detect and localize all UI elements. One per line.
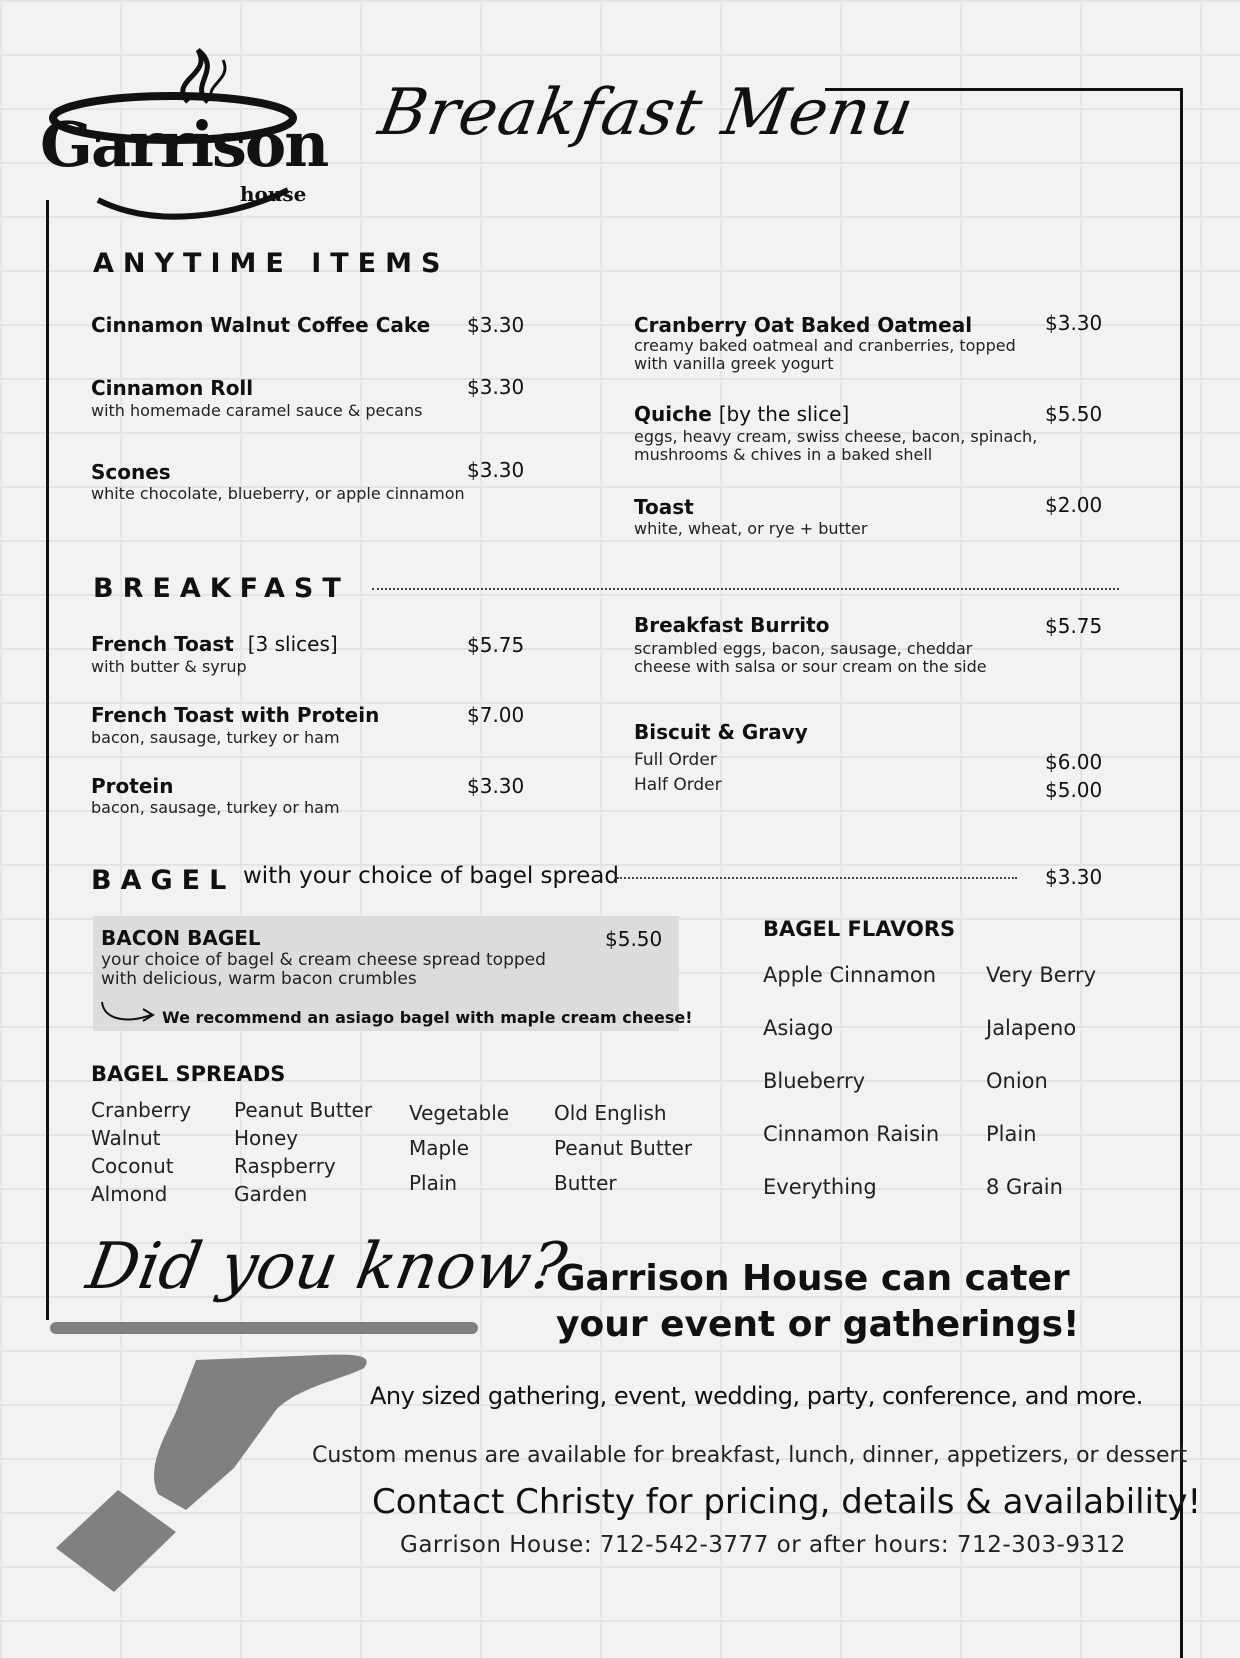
item-name	[91, 632, 338, 656]
item-desc: eggs, heavy cream, swiss cheese, bacon, spinach,	[634, 427, 1038, 446]
item-price: $3.30	[1045, 311, 1103, 335]
frame-line-right	[1180, 88, 1183, 1658]
item-name: Biscuit & Gravy	[634, 720, 808, 744]
item-name: French Toast with Protein	[91, 703, 380, 727]
bagel-price: $3.30	[1045, 865, 1103, 889]
flavor-item: Everything	[763, 1175, 877, 1199]
item-name: Toast	[634, 495, 694, 519]
item-name: Breakfast Burrito	[634, 613, 830, 637]
spread-item: Peanut Butter	[234, 1098, 373, 1122]
bacon-bagel-desc: your choice of bagel & cream cheese spread topped	[101, 950, 546, 970]
item-price: $3.30	[467, 313, 525, 337]
item-desc: bacon, sausage, turkey or ham	[91, 728, 340, 747]
spread-item: Butter	[554, 1171, 617, 1195]
item-desc: white chocolate, blueberry, or apple cinnamon	[91, 484, 465, 503]
flavor-item: Plain	[986, 1122, 1037, 1146]
bacon-bagel-price: $5.50	[605, 927, 663, 951]
frame-line-left	[46, 200, 49, 1320]
spreads-col-1	[91, 1096, 191, 1208]
logo-subtitle: house	[240, 182, 307, 206]
dotted-leader	[617, 877, 1017, 879]
item-price: $3.30	[467, 774, 525, 798]
item-desc: bacon, sausage, turkey or ham	[91, 798, 340, 817]
spread-item: Plain	[409, 1171, 458, 1195]
item-desc: cheese with salsa or sour cream on the side	[634, 657, 987, 676]
bagel-spreads-heading: BAGEL SPREADS	[91, 1062, 286, 1086]
flavor-item: Jalapeno	[986, 1016, 1077, 1040]
item-desc: with homemade caramel sauce & pecans	[91, 401, 423, 420]
catering-subtitle: Any sized gathering, event, wedding, party, conference, and more.	[370, 1382, 1143, 1410]
item-name	[634, 402, 849, 426]
menu-title: Breakfast Menu	[373, 76, 920, 150]
item-name: Protein	[91, 774, 174, 798]
biscuit-half-price: $5.00	[1045, 778, 1103, 802]
bacon-bagel-desc: with delicious, warm bacon crumbles	[101, 969, 417, 989]
biscuit-full-label: Full Order	[634, 750, 717, 770]
spread-item: Almond	[91, 1182, 168, 1206]
flavor-item: Cinnamon Raisin	[763, 1122, 940, 1146]
bagel-recommendation: We recommend an asiago bagel with maple cream cheese!	[162, 1008, 693, 1027]
spreads-col-2	[234, 1096, 372, 1208]
item-name: Scones	[91, 460, 171, 484]
item-price: $5.50	[1045, 402, 1103, 426]
item-desc: scrambled eggs, bacon, sausage, cheddar	[634, 639, 973, 658]
bagel-flavors-heading: BAGEL FLAVORS	[763, 917, 956, 941]
spread-item: Honey	[234, 1126, 299, 1150]
item-name-text: Quiche	[634, 402, 712, 426]
item-desc: with butter & syrup	[91, 657, 247, 676]
flavor-item: 8 Grain	[986, 1175, 1063, 1199]
bagel-subtitle: with your choice of bagel spread	[243, 863, 619, 889]
flavor-item: Apple Cinnamon	[763, 963, 937, 987]
item-price: $3.30	[467, 458, 525, 482]
spreads-col-3	[409, 1096, 509, 1201]
item-desc: white, wheat, or rye + butter	[634, 519, 868, 538]
item-price: $2.00	[1045, 493, 1103, 517]
biscuit-full-price: $6.00	[1045, 750, 1103, 774]
item-price: $7.00	[467, 703, 525, 727]
logo-wordmark: Garrison	[40, 108, 328, 181]
catering-phone: Garrison House: 712-542-3777 or after hours: 712-303-9312	[400, 1532, 1126, 1558]
flavor-item: Very Berry	[986, 963, 1097, 987]
flavor-item: Onion	[986, 1069, 1048, 1093]
spread-item: Raspberry	[234, 1154, 336, 1178]
dotted-leader	[372, 588, 1119, 590]
item-name: Cranberry Oat Baked Oatmeal	[634, 313, 973, 337]
biscuit-half-label: Half Order	[634, 775, 722, 795]
flavor-item: Asiago	[763, 1016, 834, 1040]
spread-item: Walnut	[91, 1126, 161, 1150]
section-title-bagel: BAGEL	[91, 865, 236, 896]
spread-item: Vegetable	[409, 1101, 510, 1125]
catering-title-line: your event or gatherings!	[556, 1304, 1080, 1345]
spread-item: Maple	[409, 1136, 470, 1160]
catering-custom-menus: Custom menus are available for breakfast, lunch, dinner, appetizers, or dessert	[312, 1443, 1188, 1468]
section-title-anytime: ANYTIME ITEMS	[93, 248, 450, 279]
item-desc: with vanilla greek yogurt	[634, 354, 834, 373]
item-name: Cinnamon Walnut Coffee Cake	[91, 313, 431, 337]
catering-contact: Contact Christy for pricing, details & availability!	[372, 1482, 1202, 1522]
item-desc: creamy baked oatmeal and cranberries, topped	[634, 336, 1016, 355]
spread-item: Old English	[554, 1101, 667, 1125]
flavor-item: Blueberry	[763, 1069, 866, 1093]
catering-title	[556, 1256, 1079, 1348]
spreads-col-4	[554, 1096, 692, 1201]
section-title-breakfast: BREAKFAST	[93, 573, 350, 604]
spread-item: Cranberry	[91, 1098, 192, 1122]
bacon-bagel-name: BACON BAGEL	[101, 926, 261, 950]
spread-item: Coconut	[91, 1154, 174, 1178]
did-you-know-heading: Did you know?	[81, 1230, 572, 1304]
item-suffix: [3 slices]	[247, 632, 338, 656]
item-name: Cinnamon Roll	[91, 376, 254, 400]
curved-arrow-icon	[99, 999, 159, 1027]
item-price: $5.75	[467, 633, 525, 657]
spread-item: Peanut Butter	[554, 1136, 693, 1160]
item-price: $3.30	[467, 375, 525, 399]
item-price: $5.75	[1045, 614, 1103, 638]
spread-item: Garden	[234, 1182, 308, 1206]
item-name-text: French Toast	[91, 632, 234, 656]
item-suffix: [by the slice]	[718, 402, 850, 426]
item-desc: mushrooms & chives in a baked shell	[634, 445, 933, 464]
catering-title-line: Garrison House can cater	[556, 1258, 1070, 1299]
